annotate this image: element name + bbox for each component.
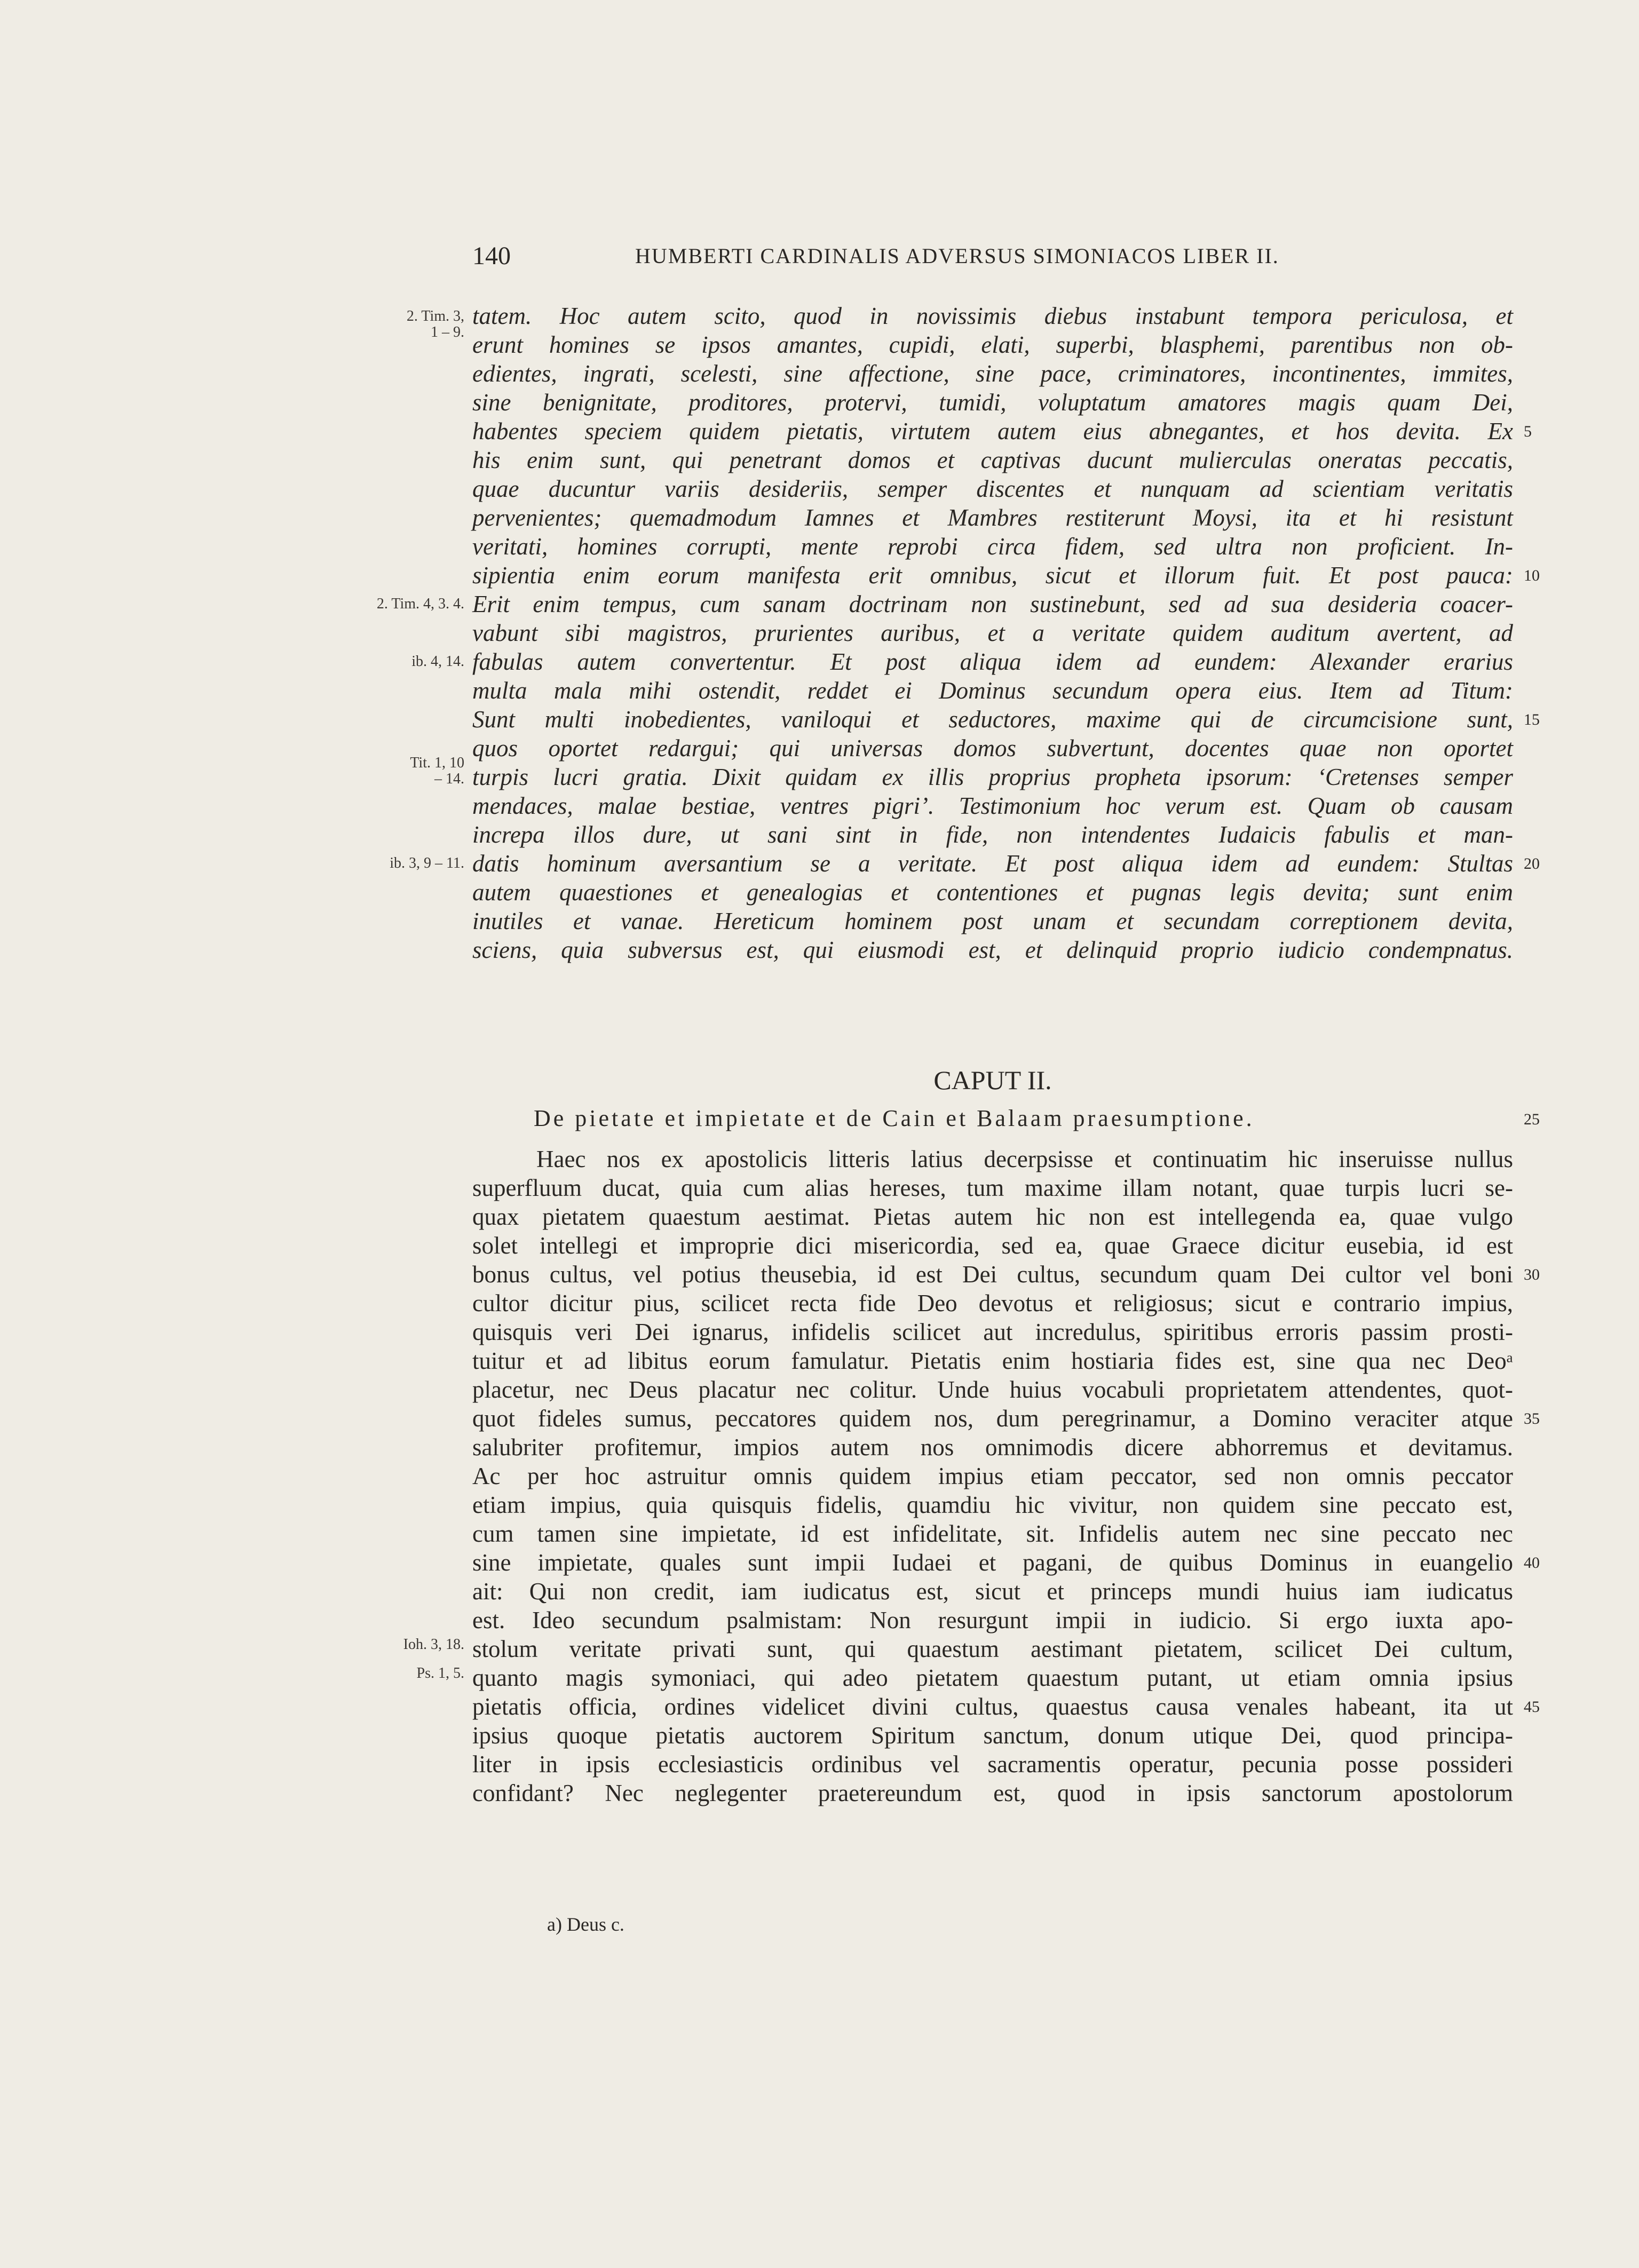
chapter-rubric: De pietate et impietate et de Cain et Balaam praesumptione. [534,1105,1255,1131]
line-number: 45 [1524,1698,1540,1716]
text-line: bonus cultus, vel potius theusebia, id est Dei cultus, secundum quam Dei cultor vel boni [472,1261,1513,1288]
margin-reference: Tit. 1, 10 – 14. [410,755,464,787]
text-line: superfluum ducat, quia cum alias hereses, tum maxime illam notant, quae turpis lucri se- [472,1175,1513,1201]
line-number: 15 [1524,711,1540,728]
text-line: Ac per hoc astruitur omnis quidem impius etiam peccator, sed non omnis peccator [472,1463,1513,1489]
margin-reference: ib. 3, 9 – 11. [390,855,464,871]
text-line: increpa illos dure, ut sani sint in fide, non intendentes Iudaicis fabulis et man- [472,821,1513,848]
page-number: 140 [472,242,511,270]
running-title: HUMBERTI CARDINALIS ADVERSUS SIMONIACOS LIBER II. [635,244,1279,268]
text-line: his enim sunt, qui penetrant domos et captivas ducunt mulierculas oneratas peccatis, [472,447,1513,473]
text-line: est. Ideo secundum psalmistam: Non resurgunt impii in iudicio. Si ergo iuxta apo- [472,1607,1513,1633]
text-line: sciens, quia subversus est, qui eiusmodi est, et delinquid proprio iudicio condempnatus. [472,937,1513,963]
text-line: ait: Qui non credit, iam iudicatus est, sicut et princeps mundi huius iam iudicatus [472,1578,1513,1605]
text-line: cultor dicitur pius, scilicet recta fide Deo devotus et religiosus; sicut e contrario impius, [472,1290,1513,1317]
text-line: cum tamen sine impietate, id est infidelitate, sit. Infidelis autem nec sine peccato nec [472,1520,1513,1547]
text-line: veritati, homines corrupti, mente reprobi circa fidem, sed ultra non proficient. In- [472,533,1513,560]
text-line: edientes, ingrati, scelesti, sine affectione, sine pace, criminatores, incontinentes, immites, [472,360,1513,387]
text-line: Haec nos ex apostolicis litteris latius decerpsisse et continuatim hic inseruisse nullus [536,1146,1513,1172]
text-line: multa mala mihi ostendit, reddet ei Dominus secundum opera eius. Item ad Titum: [472,677,1513,704]
text-line: quae ducuntur variis desideriis, semper discentes et nunquam ad scientiam veritatis [472,475,1513,502]
line-number: 35 [1524,1410,1540,1428]
margin-reference: ib. 4, 14. [411,653,464,670]
line-number: 30 [1524,1266,1540,1283]
text-line: salubriter profitemur, impios autem nos omnimodis dicere abhorremus et devitamus. [472,1434,1513,1461]
text-line: vabunt sibi magistros, prurientes auribus, et a veritate quidem auditum avertent, ad [472,620,1513,646]
text-line: confidant? Nec neglegenter praetereundum est, quod in ipsis sanctorum apostolorum [472,1780,1513,1806]
line-number: 40 [1524,1554,1540,1572]
text-line: mendaces, malae bestiae, ventres pigri’. Testimonium hoc verum est. Quam ob causam [472,792,1513,819]
margin-reference: Ps. 1, 5. [416,1665,464,1682]
line-number: 25 [1524,1111,1540,1128]
text-line: pervenientes; quemadmodum Iamnes et Mambres restiterunt Moysi, ita et hi resistunt [472,504,1513,531]
text-line: erunt homines se ipsos amantes, cupidi, elati, superbi, blasphemi, parentibus non ob- [472,331,1513,358]
text-line: ipsius quoque pietatis auctorem Spiritum sanctum, donum utique Dei, quod principa- [472,1722,1513,1749]
chapter-title: CAPUT II. [933,1065,1052,1095]
text-line: sine impietate, quales sunt impii Iudaei et pagani, de quibus Dominus in euangelio [472,1549,1513,1576]
margin-reference: Ioh. 3, 18. [403,1636,464,1653]
text-line: inutiles et vanae. Hereticum hominem post unam et secundam correptionem devita, [472,908,1513,934]
text-line: turpis lucri gratia. Dixit quidam ex illis proprius propheta ipsorum: ‘Cretenses semper [472,764,1513,790]
text-line: tuitur et ad libitus eorum famulatur. Pietatis enim hostiaria fides est, sine qua nec Deoᵃ [472,1347,1513,1374]
margin-reference: 2. Tim. 3, 1 – 9. [406,308,464,340]
text-line: quisquis veri Dei ignarus, infidelis scilicet aut incredulus, spiritibus erroris passim prosti- [472,1319,1513,1345]
text-line: tatem. Hoc autem scito, quod in novissimis diebus instabunt tempora periculosa, et [472,303,1513,329]
text-line: sipientia enim eorum manifesta erit omnibus, sicut et illorum fuit. Et post pauca: [472,562,1513,589]
text-line: stolum veritate privati sunt, qui quaestum aestimant pietatem, scilicet Dei cultum, [472,1636,1513,1662]
margin-reference: 2. Tim. 4, 3. 4. [376,596,464,612]
text-line: fabulas autem convertentur. Et post aliqua idem ad eundem: Alexander erarius [472,648,1513,675]
text-line: sine benignitate, proditores, protervi, tumidi, voluptatum amatores magis quam Dei, [472,389,1513,416]
text-line: etiam impius, quia quisquis fidelis, quamdiu hic vivitur, non quidem sine peccato est, [472,1492,1513,1518]
text-line: datis hominum aversantium se a veritate. Et post aliqua idem ad eundem: Stultas [472,850,1513,877]
line-number: 10 [1524,567,1540,584]
line-number: 20 [1524,855,1540,873]
text-line: autem quaestiones et genealogias et contentiones et pugnas legis devita; sunt enim [472,879,1513,906]
footnote: a) Deus c. [547,1914,624,1935]
text-line: liter in ipsis ecclesiasticis ordinibus vel sacramentis operatur, pecunia posse possideri [472,1751,1513,1778]
text-line: placetur, nec Deus placatur nec colitur. Unde huius vocabuli proprietatem attendentes, quot- [472,1376,1513,1403]
text-line: Sunt multi inobedientes, vaniloqui et seductores, maxime qui de circumcisione sunt, [472,706,1513,733]
text-line: Erit enim tempus, cum sanam doctrinam non sustinebunt, sed ad sua desideria coacer- [472,591,1513,617]
text-line: quot fideles sumus, peccatores quidem nos, dum peregrinamur, a Domino veraciter atque [472,1405,1513,1432]
text-line: quanto magis symoniaci, qui adeo pietatem quaestum putant, ut etiam omnia ipsius [472,1664,1513,1691]
text-line: habentes speciem quidem pietatis, virtutem autem eius abnegantes, et hos devita. Ex [472,418,1513,445]
line-number: 5 [1524,423,1532,440]
text-line: quos oportet redargui; qui universas domos subvertunt, docentes quae non oportet [472,735,1513,762]
page-header [472,241,1513,279]
text-line: pietatis officia, ordines videlicet divini cultus, quaestus causa venales habeant, ita ut [472,1693,1513,1720]
text-line: solet intellegi et improprie dici misericordia, sed ea, quae Graece dicitur eusebia, id est [472,1232,1513,1259]
text-line: quax pietatem quaestum aestimat. Pietas autem hic non est intellegenda ea, quae vulgo [472,1203,1513,1230]
